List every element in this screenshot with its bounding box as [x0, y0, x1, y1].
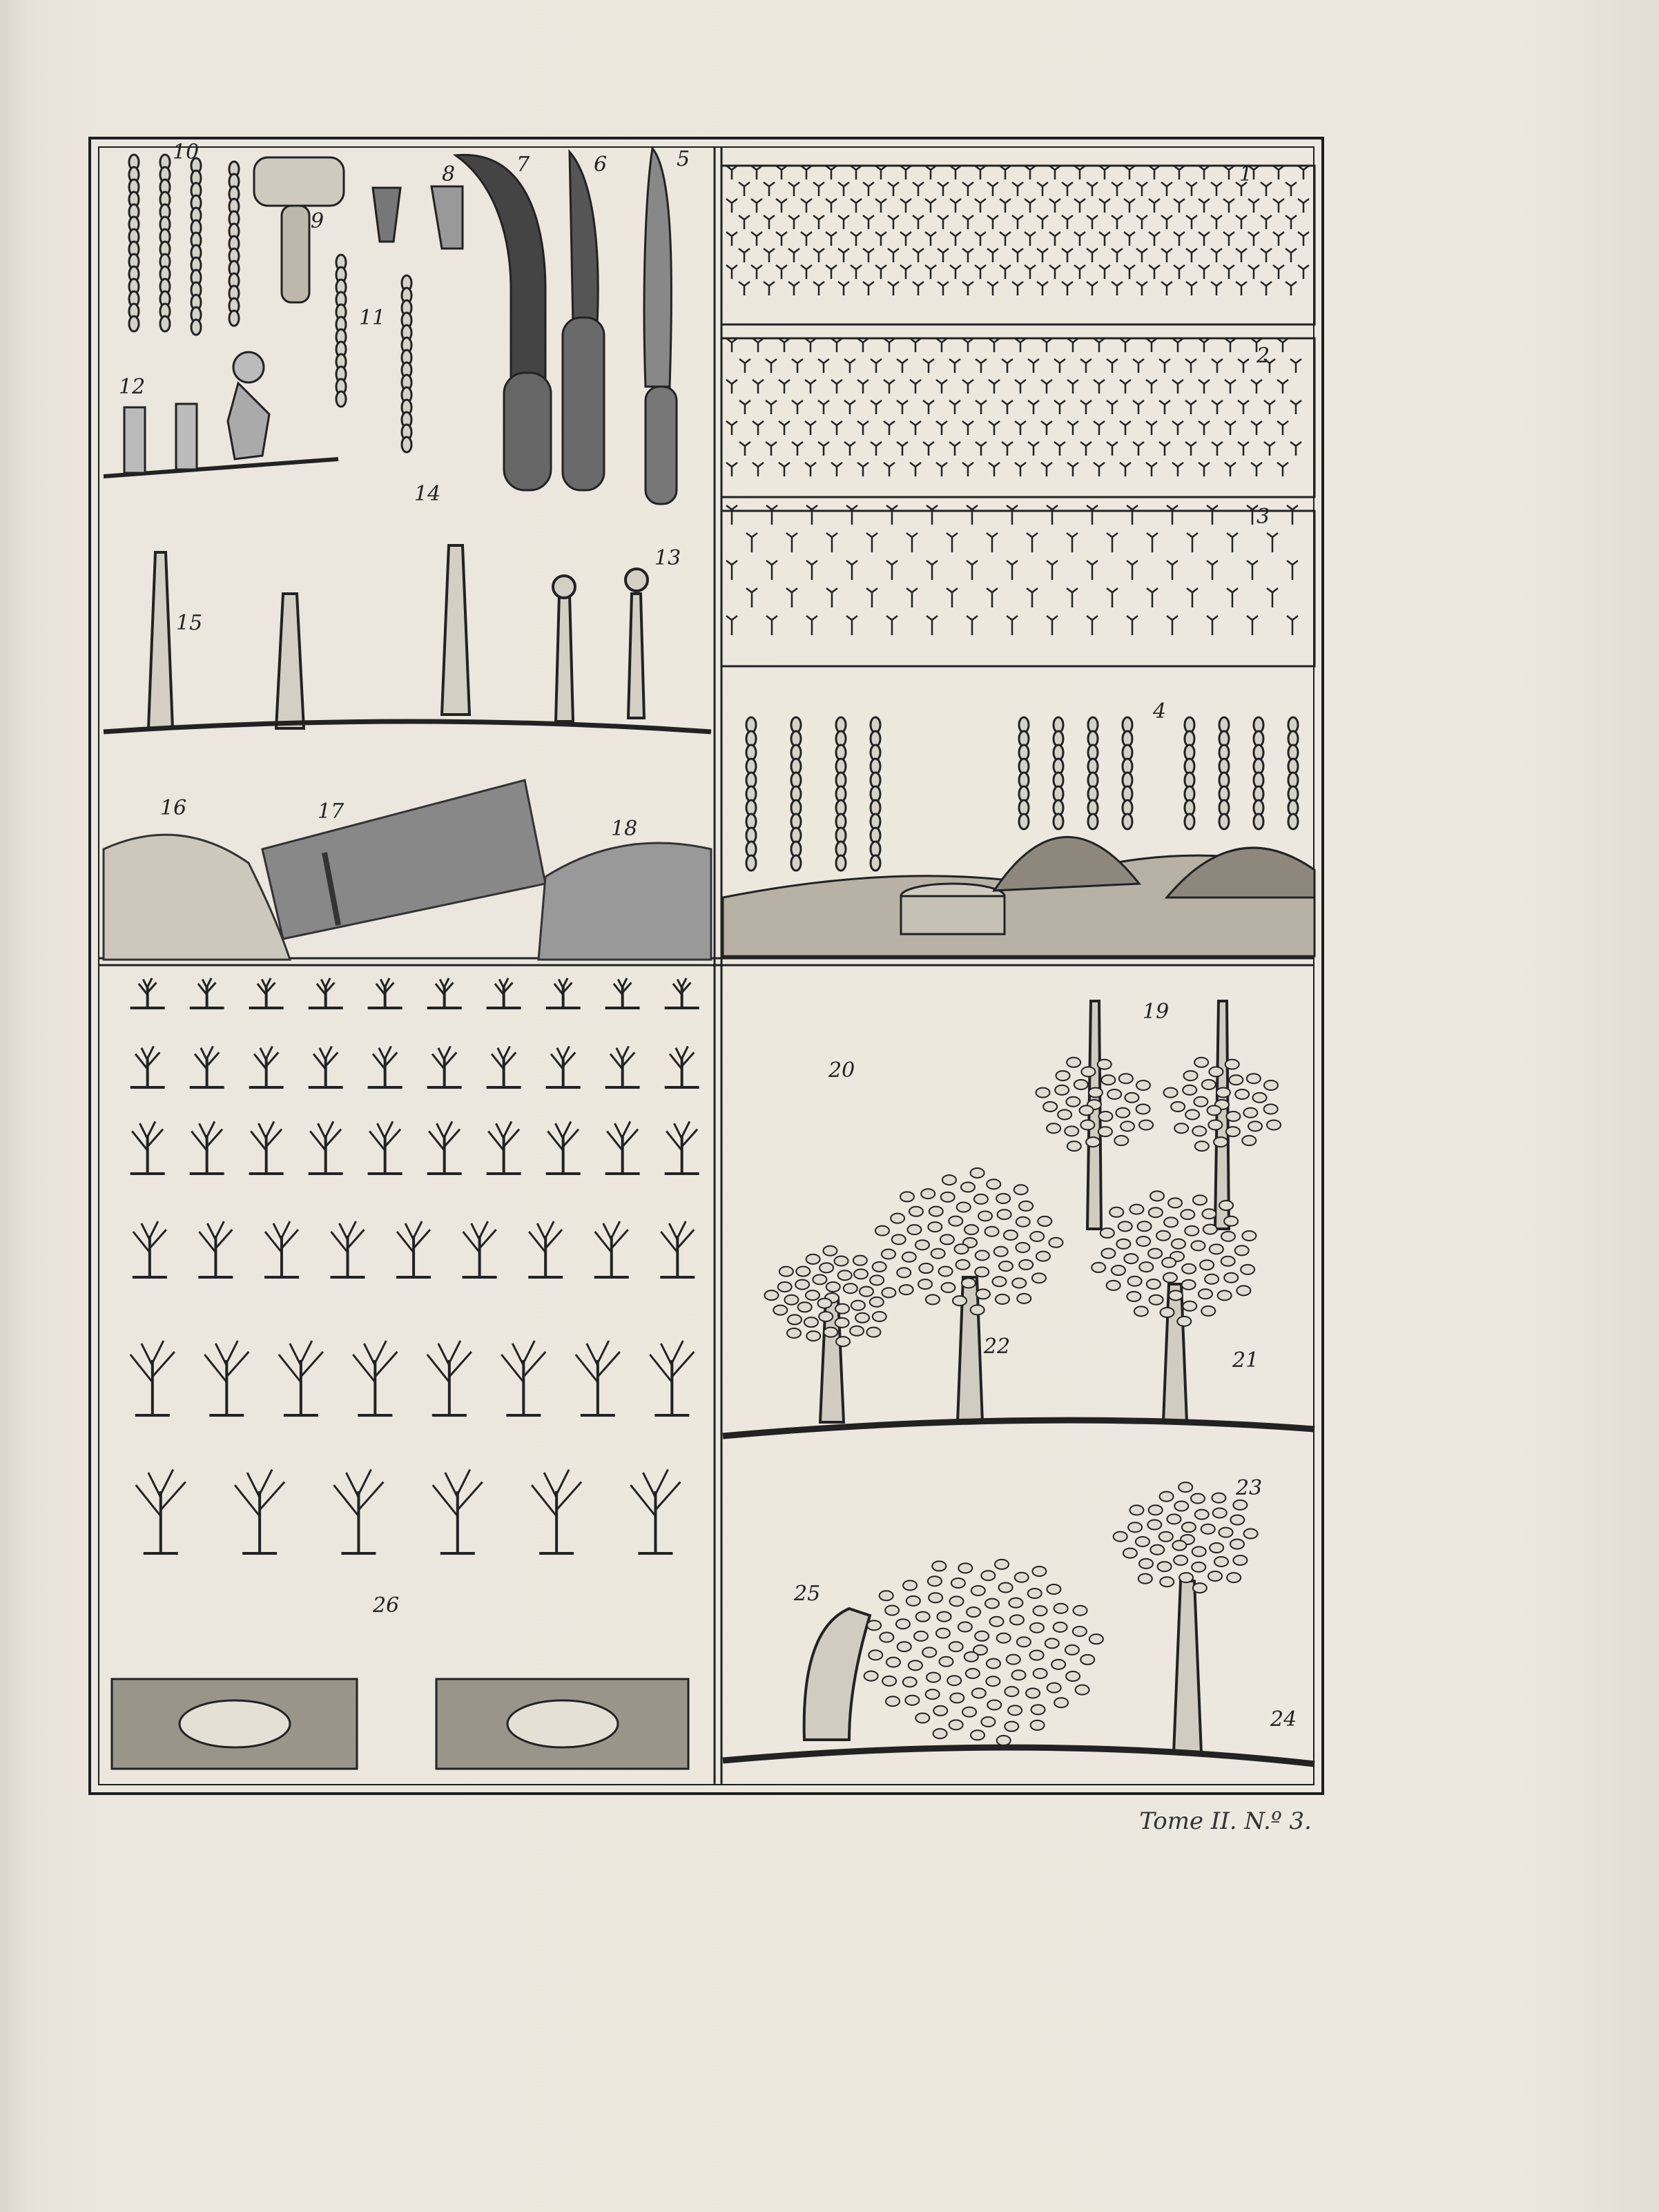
rooted-shoots	[746, 717, 1298, 871]
fig-number-26: 26	[373, 1593, 400, 1618]
fig-number-1: 1	[1239, 162, 1253, 186]
fig-number-25: 25	[794, 1582, 821, 1606]
grafted-trees	[104, 545, 711, 732]
sapling-grid	[130, 978, 699, 1553]
fig-number-24: 24	[1270, 1707, 1297, 1731]
band-3-frame	[721, 511, 1314, 666]
fig-number-22: 22	[984, 1335, 1011, 1359]
fig-number-16: 16	[160, 796, 187, 820]
fig-number-4: 4	[1153, 699, 1167, 724]
fig-number-11: 11	[359, 306, 386, 330]
fig-number-19: 19	[1143, 1000, 1170, 1024]
fig-number-2: 2	[1257, 344, 1270, 368]
fig-number-10: 10	[173, 140, 200, 164]
pruned-trees	[723, 1001, 1314, 1764]
fig-number-21: 21	[1232, 1348, 1259, 1372]
nursery-rows	[726, 166, 1309, 635]
tools-panel	[104, 148, 677, 504]
fig-number-3: 3	[1257, 505, 1270, 529]
ornament-tablets	[112, 1679, 688, 1769]
fig-number-14: 14	[414, 482, 441, 506]
fig-number-5: 5	[677, 147, 690, 171]
fig-number-23: 23	[1236, 1476, 1263, 1500]
fig-number-6: 6	[594, 153, 608, 177]
fig-number-8: 8	[442, 162, 456, 186]
layering-panel	[723, 837, 1314, 956]
fig-number-18: 18	[611, 817, 638, 841]
fig-number-13: 13	[654, 546, 681, 570]
fig-number-7: 7	[516, 153, 530, 177]
plate-caption: Tome II. N.º 3.	[1139, 1807, 1312, 1835]
fig-number-9: 9	[311, 209, 324, 233]
earth-and-bundles	[104, 780, 711, 960]
fig-number-20: 20	[828, 1058, 855, 1083]
fig-number-17: 17	[318, 799, 345, 824]
fig-number-12: 12	[119, 375, 146, 399]
fig-number-15: 15	[176, 611, 203, 635]
